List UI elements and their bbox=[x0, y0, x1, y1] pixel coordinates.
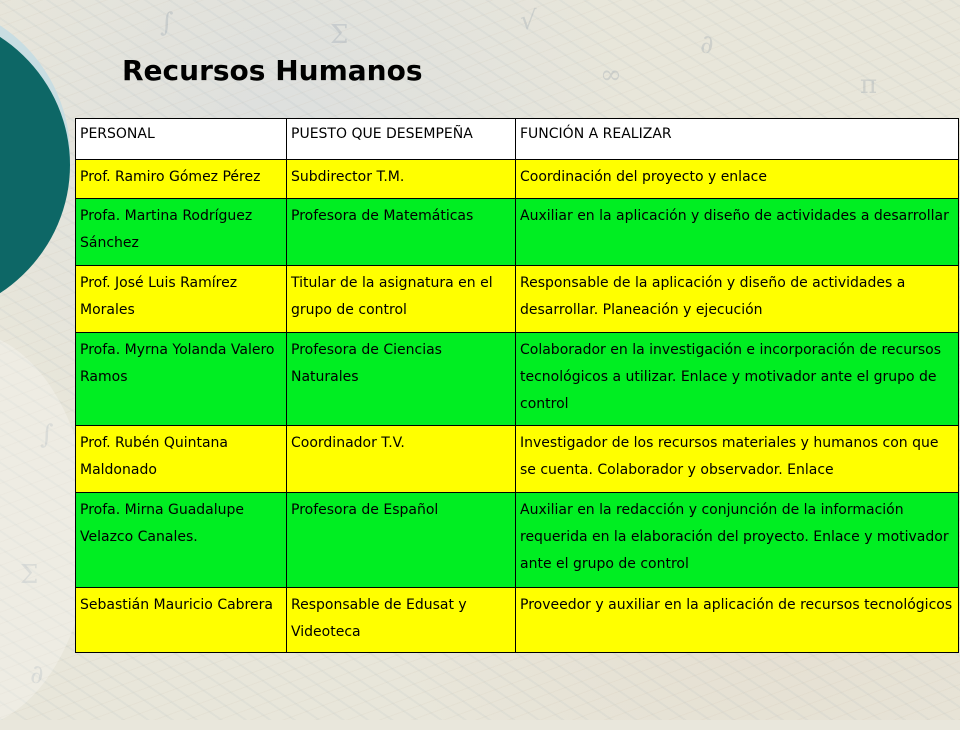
cell-puesto: Profesora de Español bbox=[287, 493, 516, 588]
cell-puesto: Responsable de Edusat y Videoteca bbox=[287, 588, 516, 653]
table-row bbox=[76, 333, 959, 426]
cell-personal: Sebastián Mauricio Cabrera bbox=[76, 588, 287, 653]
header-funcion: FUNCIÓN A REALIZAR bbox=[516, 119, 959, 160]
table-header-row bbox=[76, 119, 959, 160]
header-personal: PERSONAL bbox=[76, 119, 287, 160]
cell-personal: Profa. Martina Rodríguez Sánchez bbox=[76, 199, 287, 266]
cell-funcion: Investigador de los recursos materiales y humanos con que se cuenta. Colaborador y observador. Enlace bbox=[516, 426, 959, 493]
cell-puesto: Titular de la asignatura en el grupo de control bbox=[287, 266, 516, 333]
cell-puesto: Subdirector T.M. bbox=[287, 160, 516, 199]
table-row bbox=[76, 266, 959, 333]
page-title: Recursos Humanos bbox=[122, 54, 423, 87]
header-puesto: PUESTO QUE DESEMPEÑA bbox=[287, 119, 516, 160]
cell-personal: Prof. Rubén Quintana Maldonado bbox=[76, 426, 287, 493]
cell-personal: Profa. Myrna Yolanda Valero Ramos bbox=[76, 333, 287, 426]
cell-funcion: Proveedor y auxiliar en la aplicación de recursos tecnológicos bbox=[516, 588, 959, 653]
table-row bbox=[76, 493, 959, 588]
cell-puesto: Coordinador T.V. bbox=[287, 426, 516, 493]
table-row bbox=[76, 199, 959, 266]
cell-funcion: Coordinación del proyecto y enlace bbox=[516, 160, 959, 199]
cell-funcion: Colaborador en la investigación e incorporación de recursos tecnológicos a utilizar. Enlace y motivador ante el grupo de control bbox=[516, 333, 959, 426]
cell-puesto: Profesora de Ciencias Naturales bbox=[287, 333, 516, 426]
staff-table bbox=[75, 118, 959, 653]
cell-personal: Prof. José Luis Ramírez Morales bbox=[76, 266, 287, 333]
table-row bbox=[76, 588, 959, 653]
cell-personal: Profa. Mirna Guadalupe Velazco Canales. bbox=[76, 493, 287, 588]
table-row bbox=[76, 160, 959, 199]
table-row bbox=[76, 426, 959, 493]
cell-funcion: Auxiliar en la aplicación y diseño de actividades a desarrollar bbox=[516, 199, 959, 266]
cell-puesto: Profesora de Matemáticas bbox=[287, 199, 516, 266]
cell-funcion: Auxiliar en la redacción y conjunción de la información requerida en la elaboración del proyecto. Enlace y motivador ante el grupo de control bbox=[516, 493, 959, 588]
cell-funcion: Responsable de la aplicación y diseño de actividades a desarrollar. Planeación y ejecución bbox=[516, 266, 959, 333]
cell-personal: Prof. Ramiro Gómez Pérez bbox=[76, 160, 287, 199]
